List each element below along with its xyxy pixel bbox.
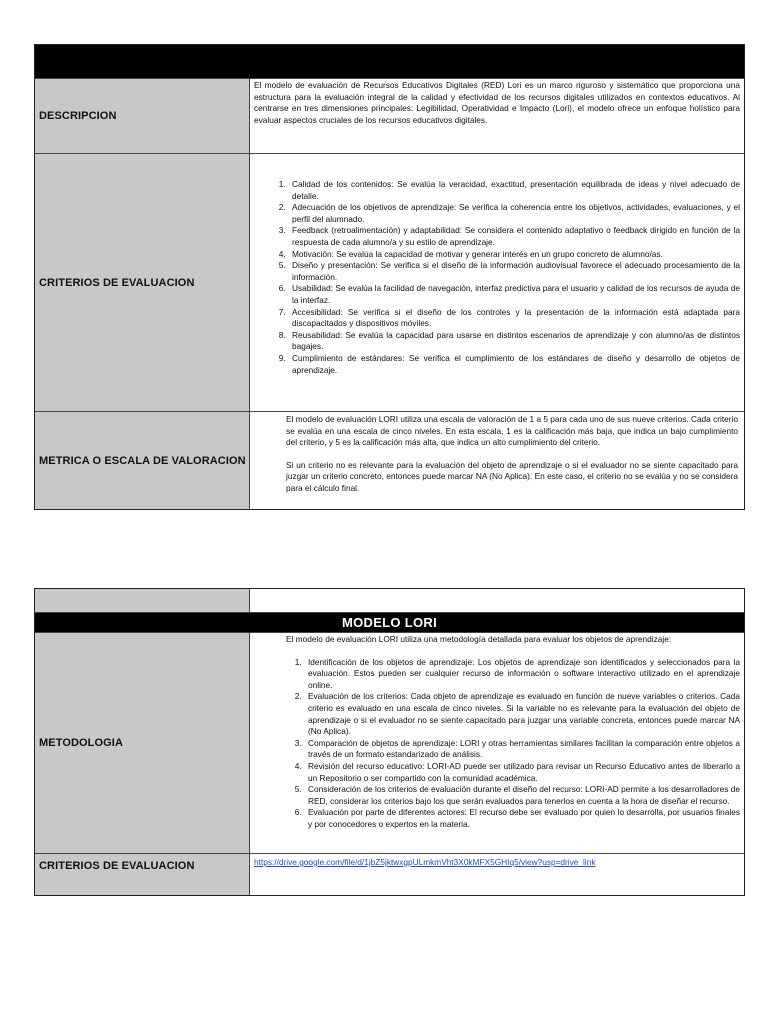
list-item: 7. Accesibilidad: Se verifica si el diseño de los controles y la presentación de la información está adaptada para discapacitados y dispositivos móviles.	[288, 307, 740, 330]
list-item: 1. Identificación de los objetos de aprendizaje: Los objetos de aprendizaje son identificados y seleccionados para la evaluación. Estos pueden ser cualquier recurso de información o software interactivo utilizado en el aprendizaje online.	[304, 657, 740, 692]
row-label: CRITERIOS DE EVALUACION	[35, 154, 250, 411]
list-item: 4. Motivación: Se evalúa la capacidad de motivar y generar interés en un grupo concreto de alumno/as.	[288, 249, 740, 261]
table-title-row	[35, 612, 744, 632]
evaluation-table	[34, 44, 745, 510]
list-item: 1. Calidad de los contenidos: Se evalúa la veracidad, exactitud, presentación equilibrada de ideas y nivel adecuado de detalle.	[288, 179, 740, 202]
table-header-bar	[35, 45, 744, 78]
list-item: 9. Cumplimiento de estándares: Se verifica el cumplimiento de los estándares de diseño y desarrollo de objetos de aprendizaje.	[288, 353, 740, 376]
drive-link[interactable]: https://drive.google.com/file/d/1jbZ5jktwxgpULmkmVht3X0kMFX5GHIq5/view?usp=drive_link	[254, 857, 596, 867]
metodologia-list	[254, 657, 740, 831]
table-row-metrica	[35, 411, 744, 509]
table-row-metodologia	[35, 632, 744, 853]
list-item: 4. Revisión del recurso educativo: LORI-AD puede ser utilizado para revisar un Recurso Educativo antes de liberarlo a un Repositorio o ser compartido con la comunidad académica.	[304, 761, 740, 784]
list-item: 5. Diseño y presentación: Se verifica si el diseño de la información audiovisual favorece el adecuado procesamiento de la información.	[288, 260, 740, 283]
metodologia-intro: El modelo de evaluación LORI utiliza una metodología detallada para evaluar los objetos de aprendizaje:	[286, 634, 672, 644]
list-item: 3. Feedback (retroalimentación) y adaptabilidad: Se considera el contenido adaptativo o feedback dirigido en función de la respuesta de cada alumno/a y su estilo de aprendizaje.	[288, 225, 740, 248]
table-row-descripcion	[35, 78, 744, 153]
list-item: 2. Adecuación de los objetivos de aprendizaje: Se verifica la coherencia entre los objetivos, actividades, evaluaciones, y el perfil del alumnado.	[288, 202, 740, 225]
empty-value-cell	[250, 589, 744, 612]
metrica-paragraph: El modelo de evaluación LORI utiliza una escala de valoración de 1 a 5 para cada uno de sus nueve criterios. Cada criterio se evalúa en una escala de cinco niveles. En esta escala, 1 es la calificación más baja, que indica un bajo cumplimiento del criterio, y 5 es la calificación más alta, que indica un alto cumplimiento del criterio.	[286, 414, 738, 448]
list-item: 5. Consideración de los criterios de evaluación durante el diseño del recurso: LORI-AD permite a los desarrolladores de RED, considerar los criterios bajo los que serán evaluados para tenerlos en cuenta a la hora de diseñar el recurso.	[304, 784, 740, 807]
list-item: 8. Reusabilidad: Se evalúa la capacidad para usarse en distintos escenarios de aprendizaje y con alumno/as de distintos bagajes.	[288, 330, 740, 353]
metrica-paragraph: Si un criterio no es relevante para la evaluación del objeto de aprendizaje o si el evaluador no se siente capacitado para juzgar un criterio concreto, entonces puede marcar NA (No Aplica). En este caso, el criterio no se evalúa y no se considera para el cálculo final.	[286, 459, 738, 493]
metodologia-cell	[250, 633, 744, 853]
page-title: MODELO LORI	[35, 613, 744, 632]
table-row-criterios	[35, 153, 744, 411]
link-cell	[250, 854, 744, 895]
list-item: 6. Evaluación por parte de diferentes actores: El recurso debe ser evaluado por quien lo desarrolla, por usuarios finales y por conocedores o expertos en la materia.	[304, 807, 740, 830]
lori-model-table	[34, 588, 745, 896]
list-item: 3. Comparación de objetos de aprendizaje: LORI y otras herramientas similares facilitan la comparación entre objetos a través de un formato estandarizado de análisis.	[304, 738, 740, 761]
criterios-cell	[250, 154, 744, 411]
table-row-empty	[35, 589, 744, 612]
row-label: METODOLOGIA	[35, 633, 250, 853]
row-label: DESCRIPCION	[35, 79, 250, 153]
descripcion-text: El modelo de evaluación de Recursos Educativos Digitales (RED) Lori es un marco riguroso y sistemático que proporciona una estructura para la evaluación integral de la calidad y efectividad de los recursos digitales utilizados en contextos educativos. Al centrarse en tres dimensiones principales: Legibilidad, Operatividad e Impacto (Lori), el modelo ofrece un enfoque holístico para evaluar aspectos cruciales de los recursos educativos digitales.	[254, 80, 740, 125]
table-row-criterios-link	[35, 853, 744, 895]
row-label: CRITERIOS DE EVALUACION	[35, 854, 250, 895]
empty-label-cell	[35, 589, 250, 612]
list-item: 2. Evaluación de los criterios: Cada objeto de aprendizaje es evaluado en función de nueve variables o criterios. Cada criterio es evaluado en una escala de cinco niveles. Si la variable no es relevante para la evaluación del objeto de aprendizaje o si el evaluador no se siente capacitado para juzgar una variable concreta, entonces puede marcar NA (No Aplica).	[304, 691, 740, 737]
metrica-cell	[250, 412, 744, 509]
criterios-list	[254, 179, 740, 376]
list-item: 6. Usabilidad: Se evalúa la facilidad de navegación, interfaz predictiva para el usuario y calidad de los recursos de ayuda de la interfaz.	[288, 283, 740, 306]
row-label: METRICA O ESCALA DE VALORACION	[35, 412, 250, 509]
